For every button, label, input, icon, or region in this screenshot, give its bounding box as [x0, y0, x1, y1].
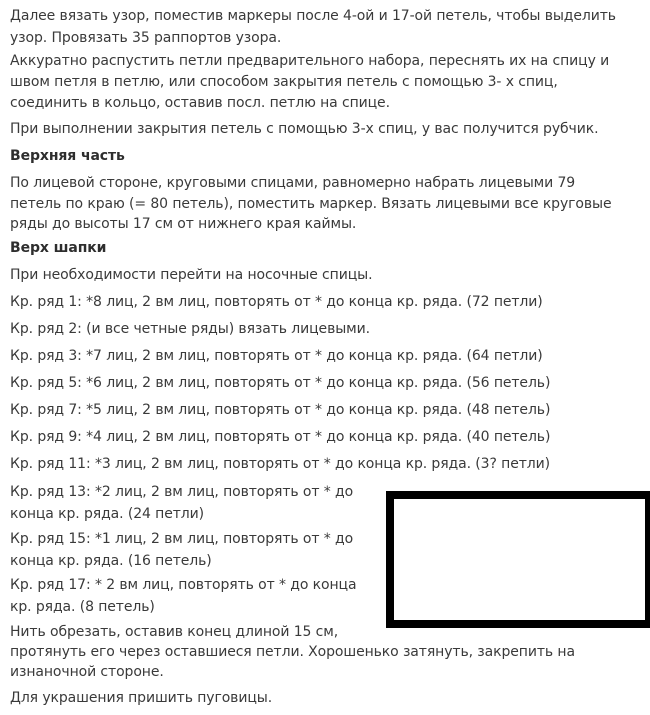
paragraph-line: изнаночной стороне. — [10, 664, 164, 680]
paragraph-line: При необходимости перейти на носочные спицы. — [10, 267, 373, 283]
row-instruction-15: Кр. ряд 15: *1 лиц, 2 вм лиц, повторять от * до конца кр. ряда. (16 петель) — [10, 531, 354, 569]
redaction-box — [386, 491, 650, 628]
row-instruction-5: Кр. ряд 5: *6 лиц, 2 вм лиц, повторять от * до конца кр. ряда. (56 петель) — [10, 375, 551, 391]
paragraph-line: Аккуратно распустить петли предварительного набора, переснять их на спицу и — [10, 53, 610, 69]
paragraph-line: протянуть его через оставшиеся петли. Хорошенько затянуть, закрепить на — [10, 644, 575, 660]
row-instruction-3: Кр. ряд 3: *7 лиц, 2 вм лиц, повторять от * до конца кр. ряда. (64 петли) — [10, 348, 543, 364]
section-heading-top-part: Верхняя часть — [10, 148, 125, 164]
section-heading-hat-top: Верх шапки — [10, 240, 107, 256]
row-instruction-13: Кр. ряд 13: *2 лиц, 2 вм лиц, повторять от * до конца кр. ряда. (24 петли) — [10, 484, 354, 522]
paragraph-line: Далее вязать узор, поместив маркеры после 4-ой и 17-ой петель, чтобы выделить — [10, 8, 616, 24]
paragraph-line: Нить обрезать, оставив конец длиной 15 см, — [10, 624, 339, 640]
paragraph-line: петель по краю (= 80 петель), поместить маркер. Вязать лицевыми все круговые — [10, 196, 612, 212]
paragraph-line: По лицевой стороне, круговыми спицами, равномерно набрать лицевыми 79 — [10, 175, 576, 191]
paragraph-line: При выполнении закрытия петель с помощью 3-х спиц, у вас получится рубчик. — [10, 121, 599, 137]
paragraph-line: ряды до высоты 17 см от нижнего края каймы. — [10, 216, 357, 232]
row-instruction-2: Кр. ряд 2: (и все четные ряды) вязать лицевыми. — [10, 321, 370, 337]
paragraph-line: узор. Провязать 35 раппортов узора. — [10, 30, 282, 46]
paragraph-line: Для украшения пришить пуговицы. — [10, 690, 273, 706]
paragraph-line: соединить в кольцо, оставив посл. петлю на спице. — [10, 95, 390, 111]
row-instruction-17: Кр. ряд 17: * 2 вм лиц, повторять от * до конца кр. ряда. (8 петель) — [10, 577, 357, 615]
row-instruction-11: Кр. ряд 11: *3 лиц, 2 вм лиц, повторять от * до конца кр. ряда. (3? петли) — [10, 456, 550, 472]
row-instruction-9: Кр. ряд 9: *4 лиц, 2 вм лиц, повторять от * до конца кр. ряда. (40 петель) — [10, 429, 551, 445]
row-instruction-1: Кр. ряд 1: *8 лиц, 2 вм лиц, повторять от * до конца кр. ряда. (72 петли) — [10, 294, 543, 310]
paragraph-line: швом петля в петлю, или способом закрытия петель с помощью 3- х спиц, — [10, 74, 558, 90]
row-instruction-7: Кр. ряд 7: *5 лиц, 2 вм лиц, повторять от * до конца кр. ряда. (48 петель) — [10, 402, 551, 418]
